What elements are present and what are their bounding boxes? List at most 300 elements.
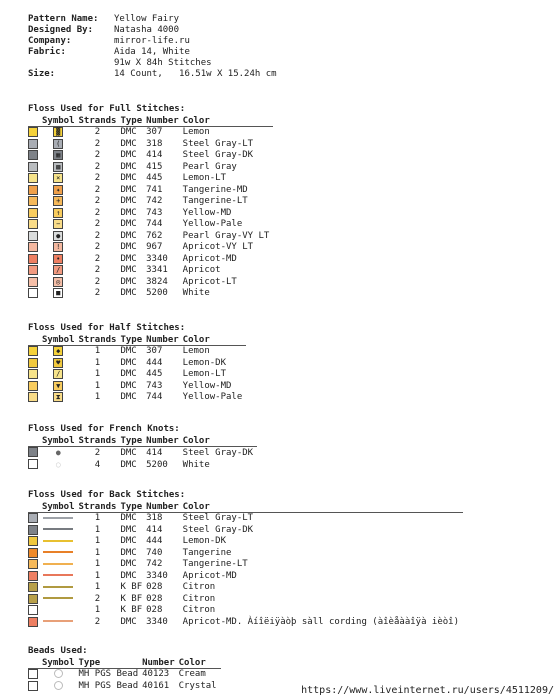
- type-cell: DMC: [120, 253, 137, 264]
- swatch-cell: [28, 185, 42, 197]
- backstitch-line: [43, 574, 73, 576]
- beads-title: Beads Used:: [28, 646, 88, 656]
- type-cell: DMC: [120, 369, 137, 380]
- stitch-symbol: /: [53, 265, 63, 275]
- full-stitches-section: [28, 104, 273, 300]
- col-strands: Strands: [79, 335, 121, 346]
- strands-cell: 2: [94, 161, 101, 172]
- col-number: Number: [146, 436, 183, 447]
- symbol-cell: [42, 617, 79, 629]
- pattern-name: Yellow Fairy: [114, 14, 180, 24]
- color-swatch: [28, 669, 38, 679]
- beads-section: [28, 646, 221, 692]
- table-row: [28, 219, 273, 231]
- table-row: [28, 548, 463, 560]
- color-swatch: [28, 277, 38, 287]
- stitch-symbol: (: [53, 139, 63, 149]
- strands-cell: 1: [94, 513, 101, 524]
- table-row: [28, 254, 273, 266]
- color-name-cell: Steel Gray-DK: [182, 447, 254, 458]
- color-swatch: [28, 536, 38, 546]
- strands-cell: 1: [94, 346, 101, 357]
- color-swatch: [28, 265, 38, 275]
- stitch-symbol: ♥: [53, 358, 63, 368]
- color-name-cell: Cream: [178, 669, 206, 680]
- symbol-cell: [42, 196, 79, 208]
- color-swatch: [28, 548, 38, 558]
- watermark-url: https://www.liveinternet.ru/users/4511209/: [301, 685, 554, 696]
- symbol-cell: [42, 582, 79, 594]
- type-cell: DMC: [120, 265, 137, 276]
- back-stitches-section: [28, 490, 463, 628]
- table-row: [28, 208, 273, 220]
- swatch-cell: [28, 219, 42, 231]
- table-row: [28, 513, 463, 525]
- type-cell: K BF: [120, 593, 143, 604]
- col-type: Type: [120, 502, 146, 513]
- pattern-name-label: Pattern Name:: [28, 14, 99, 24]
- color-swatch: [28, 369, 38, 379]
- type-cell: DMC: [120, 230, 137, 241]
- color-name-cell: Steel Gray-DK: [182, 150, 254, 161]
- table-row: [28, 127, 273, 139]
- stitch-symbol: ◎: [53, 277, 63, 287]
- fabric-label: Fabric:: [28, 47, 66, 57]
- col-symbol: Symbol: [42, 116, 79, 127]
- stitch-symbol: ▩: [53, 162, 63, 172]
- color-name-cell: Pearl Gray: [182, 161, 237, 172]
- symbol-cell: [42, 392, 79, 404]
- stitch-symbol: ⧗: [53, 392, 63, 402]
- type-cell: MH PGS Bead: [78, 669, 139, 680]
- type-cell: DMC: [120, 346, 137, 357]
- type-cell: K BF: [120, 582, 143, 593]
- type-cell: DMC: [120, 207, 137, 218]
- number-cell: 740: [146, 547, 163, 558]
- symbol-cell: [42, 548, 79, 560]
- symbol-cell: [42, 254, 79, 266]
- strands-cell: 1: [94, 582, 101, 593]
- backstitch-line: [43, 517, 73, 519]
- strands-cell: 1: [94, 570, 101, 581]
- bead-symbol: [54, 681, 63, 690]
- color-swatch: [28, 219, 38, 229]
- color-name-cell: Tangerine-LT: [182, 559, 248, 570]
- color-name-cell: Apricot-MD. Àíîëiÿàòþ sàll cording (àîèåààîÿà ièòî): [182, 616, 459, 627]
- table-row: [28, 447, 257, 460]
- color-swatch: [28, 208, 38, 218]
- strands-cell: 2: [94, 138, 101, 149]
- number-cell: 967: [146, 242, 163, 253]
- color-name-cell: Crystal: [178, 680, 217, 691]
- col-number: Number: [142, 658, 179, 669]
- swatch-cell: [28, 150, 42, 162]
- col-color: Color: [183, 335, 247, 346]
- type-cell: DMC: [120, 288, 137, 299]
- stitch-symbol: ▓: [53, 127, 63, 137]
- col-number: Number: [146, 335, 183, 346]
- strands-cell: 2: [94, 593, 101, 604]
- type-cell: DMC: [120, 161, 137, 172]
- color-swatch: [28, 513, 38, 523]
- col-color: Color: [183, 502, 463, 513]
- color-name-cell: White: [182, 288, 210, 299]
- type-cell: DMC: [120, 357, 137, 368]
- company-label: Company:: [28, 36, 72, 46]
- symbol-cell: [42, 277, 79, 289]
- swatch-cell: [28, 265, 42, 277]
- symbol-cell: [42, 185, 79, 197]
- swatch-cell: [28, 254, 42, 266]
- col-type: Type: [79, 658, 143, 669]
- number-cell: 741: [146, 184, 163, 195]
- color-name-cell: Lemon-LT: [182, 369, 227, 380]
- color-swatch: [28, 594, 38, 604]
- strands-cell: 2: [94, 447, 101, 458]
- color-swatch: [28, 681, 38, 691]
- symbol-cell: [42, 513, 79, 525]
- type-cell: DMC: [120, 524, 137, 535]
- symbol-cell: [42, 536, 79, 548]
- type-cell: DMC: [120, 184, 137, 195]
- swatch-cell: [28, 582, 42, 594]
- number-cell: 415: [146, 161, 163, 172]
- color-name-cell: Apricot-VY LT: [182, 242, 254, 253]
- strands-cell: 1: [94, 605, 101, 616]
- col-type: Type: [120, 436, 146, 447]
- color-name-cell: Lemon-DK: [182, 536, 227, 547]
- number-cell: 318: [146, 138, 163, 149]
- number-cell: 445: [146, 369, 163, 380]
- table-row: [28, 277, 273, 289]
- col-symbol: Symbol: [42, 335, 79, 346]
- col-type: Type: [120, 116, 146, 127]
- stitch-symbol: ∕: [53, 369, 63, 379]
- swatch-cell: [28, 369, 42, 381]
- strands-cell: 4: [94, 459, 101, 470]
- strands-cell: 2: [94, 207, 101, 218]
- color-name-cell: Lemon-LT: [182, 173, 227, 184]
- type-cell: DMC: [120, 570, 137, 581]
- color-name-cell: White: [182, 459, 210, 470]
- table-row: [28, 162, 273, 174]
- color-swatch: [28, 617, 38, 627]
- type-cell: DMC: [120, 196, 137, 207]
- type-cell: DMC: [120, 459, 137, 470]
- symbol-cell: [42, 358, 79, 370]
- strands-cell: 2: [94, 265, 101, 276]
- number-cell: 028: [146, 593, 163, 604]
- swatch-cell: [28, 669, 42, 681]
- strands-cell: 2: [94, 616, 101, 627]
- fabric-line2: 91w X 84h Stitches: [114, 58, 212, 68]
- number-cell: 028: [146, 605, 163, 616]
- swatch-cell: [28, 571, 42, 583]
- color-swatch: [28, 358, 38, 368]
- strands-cell: 1: [94, 559, 101, 570]
- symbol-cell: [42, 346, 79, 358]
- color-name-cell: Apricot-MD: [182, 253, 237, 264]
- swatch-cell: [28, 127, 42, 139]
- symbol-cell: [42, 288, 79, 300]
- number-cell: 3340: [146, 616, 168, 627]
- table-row: [28, 150, 273, 162]
- table-row: [28, 459, 257, 471]
- table-row: [28, 571, 463, 583]
- number-cell: 307: [146, 127, 163, 138]
- color-name-cell: Apricot-MD: [182, 570, 237, 581]
- table-row: [28, 559, 463, 571]
- col-color: Color: [179, 658, 221, 669]
- half-stitches-table: [28, 335, 246, 404]
- symbol-cell: [42, 571, 79, 583]
- back-stitches-title: Floss Used for Back Stitches:: [28, 490, 186, 500]
- symbol-cell: [42, 381, 79, 393]
- symbol-cell: [42, 265, 79, 277]
- color-swatch: [28, 392, 38, 402]
- color-name-cell: Lemon: [182, 346, 210, 357]
- full-stitches-table: [28, 116, 273, 300]
- swatch-cell: [28, 139, 42, 151]
- type-cell: DMC: [120, 513, 137, 524]
- table-row: [28, 536, 463, 548]
- strands-cell: 2: [94, 173, 101, 184]
- strands-cell: 2: [94, 253, 101, 264]
- color-swatch: [28, 162, 38, 172]
- stitch-symbol: ◆: [53, 346, 63, 356]
- swatch-cell: [28, 559, 42, 571]
- col-strands: Strands: [79, 502, 121, 513]
- symbol-cell: [42, 605, 79, 617]
- table-row: [28, 196, 273, 208]
- half-stitches-section: [28, 323, 246, 404]
- number-cell: 3341: [146, 265, 168, 276]
- color-swatch: [28, 525, 38, 535]
- designed-by: Natasha 4000: [114, 25, 180, 35]
- col-strands: Strands: [79, 116, 121, 127]
- strands-cell: 1: [94, 536, 101, 547]
- french-knots-section: [28, 424, 257, 471]
- full-stitches-title: Floss Used for Full Stitches:: [28, 104, 186, 114]
- symbol-cell: [42, 173, 79, 185]
- symbol-cell: [42, 525, 79, 537]
- fabric-line1: Aida 14, White: [114, 47, 190, 57]
- symbol-cell: [42, 681, 79, 693]
- table-row: [28, 392, 246, 404]
- type-cell: DMC: [120, 127, 137, 138]
- table-row: [28, 369, 246, 381]
- number-cell: 742: [146, 559, 163, 570]
- type-cell: DMC: [120, 242, 137, 253]
- swatch-cell: [28, 594, 42, 606]
- swatch-cell: [28, 681, 42, 693]
- number-cell: 743: [146, 380, 163, 391]
- swatch-cell: [28, 548, 42, 560]
- table-row: [28, 185, 273, 197]
- stitch-symbol: ●: [53, 231, 63, 241]
- symbol-cell: [42, 208, 79, 220]
- backstitch-line: [43, 551, 73, 553]
- number-cell: 742: [146, 196, 163, 207]
- swatch-cell: [28, 536, 42, 548]
- pattern-header: [28, 14, 277, 80]
- color-swatch: [28, 150, 38, 160]
- knot-symbol: ○: [55, 460, 61, 469]
- type-cell: DMC: [120, 392, 137, 403]
- number-cell: 028: [146, 582, 163, 593]
- type-cell: DMC: [120, 173, 137, 184]
- type-cell: DMC: [120, 138, 137, 149]
- number-cell: 414: [146, 447, 163, 458]
- type-cell: DMC: [120, 559, 137, 570]
- color-name-cell: Steel Gray-LT: [182, 513, 254, 524]
- strands-cell: 2: [94, 127, 101, 138]
- strands-cell: 2: [94, 184, 101, 195]
- symbol-cell: [42, 242, 79, 254]
- col-type: Type: [120, 335, 146, 346]
- number-cell: 3340: [146, 253, 168, 264]
- color-swatch: [28, 231, 38, 241]
- symbol-cell: [42, 559, 79, 571]
- number-cell: 318: [146, 513, 163, 524]
- strands-cell: 2: [94, 150, 101, 161]
- table-row: [28, 669, 221, 681]
- designed-by-label: Designed By:: [28, 25, 94, 35]
- table-row: [28, 358, 246, 370]
- french-knots-title: Floss Used for French Knots:: [28, 424, 180, 434]
- symbol-cell: [42, 231, 79, 243]
- type-cell: DMC: [120, 536, 137, 547]
- stitch-symbol: ■: [53, 288, 63, 298]
- french-knots-table: [28, 436, 257, 471]
- color-swatch: [28, 185, 38, 195]
- swatch-cell: [28, 231, 42, 243]
- number-cell: 445: [146, 173, 163, 184]
- color-swatch: [28, 346, 38, 356]
- strands-cell: 2: [94, 276, 101, 287]
- swatch-cell: [28, 162, 42, 174]
- color-swatch: [28, 582, 38, 592]
- strands-cell: 1: [94, 547, 101, 558]
- number-cell: 40161: [142, 680, 170, 691]
- col-number: Number: [146, 116, 183, 127]
- table-row: [28, 681, 221, 693]
- color-swatch: [28, 571, 38, 581]
- swatch-cell: [28, 196, 42, 208]
- color-swatch: [28, 242, 38, 252]
- swatch-cell: [28, 447, 42, 460]
- color-name-cell: Lemon-DK: [182, 357, 227, 368]
- color-name-cell: Apricot-LT: [182, 276, 237, 287]
- color-name-cell: Tangerine: [182, 547, 232, 558]
- color-swatch: [28, 459, 38, 469]
- strands-cell: 1: [94, 524, 101, 535]
- symbol-cell: [42, 669, 79, 681]
- color-name-cell: Citron: [182, 582, 216, 593]
- knot-symbol: ●: [55, 448, 61, 457]
- backstitch-line: [43, 528, 73, 530]
- type-cell: DMC: [120, 380, 137, 391]
- swatch-cell: [28, 459, 42, 471]
- table-row: [28, 265, 273, 277]
- type-cell: DMC: [120, 219, 137, 230]
- color-name-cell: Lemon: [182, 127, 210, 138]
- swatch-cell: [28, 208, 42, 220]
- number-cell: 762: [146, 230, 163, 241]
- stitch-symbol: ▦: [53, 150, 63, 160]
- table-row: [28, 139, 273, 151]
- company: mirror-life.ru: [114, 36, 190, 46]
- strands-cell: 2: [94, 288, 101, 299]
- table-row: [28, 582, 463, 594]
- col-strands: Strands: [79, 436, 121, 447]
- backstitch-line: [43, 609, 73, 611]
- strands-cell: 2: [94, 230, 101, 241]
- backstitch-line: [43, 563, 73, 565]
- symbol-cell: [42, 162, 79, 174]
- swatch-cell: [28, 392, 42, 404]
- swatch-cell: [28, 173, 42, 185]
- stitch-symbol: !: [53, 242, 63, 252]
- strands-cell: 1: [94, 380, 101, 391]
- back-stitches-table: [28, 502, 463, 628]
- swatch-cell: [28, 288, 42, 300]
- stitch-symbol: +: [53, 196, 63, 206]
- col-color: Color: [183, 116, 274, 127]
- color-swatch: [28, 447, 38, 457]
- color-name-cell: Yellow-MD: [182, 380, 232, 391]
- color-name-cell: Citron: [182, 593, 216, 604]
- color-name-cell: Steel Gray-DK: [182, 524, 254, 535]
- table-row: [28, 381, 246, 393]
- number-cell: 744: [146, 392, 163, 403]
- number-cell: 744: [146, 219, 163, 230]
- color-name-cell: Tangerine-MD: [182, 184, 248, 195]
- strands-cell: 2: [94, 219, 101, 230]
- backstitch-line: [43, 597, 73, 599]
- size-label: Size:: [28, 69, 56, 79]
- type-cell: DMC: [120, 150, 137, 161]
- color-swatch: [28, 559, 38, 569]
- type-cell: DMC: [120, 276, 137, 287]
- swatch-cell: [28, 605, 42, 617]
- backstitch-line: [43, 586, 73, 588]
- symbol-cell: [42, 594, 79, 606]
- symbol-cell: [42, 150, 79, 162]
- swatch-cell: [28, 617, 42, 629]
- stitch-symbol: •: [53, 254, 63, 264]
- swatch-cell: [28, 358, 42, 370]
- symbol-cell: [42, 139, 79, 151]
- table-row: [28, 594, 463, 606]
- number-cell: 3824: [146, 276, 168, 287]
- col-symbol: Symbol: [42, 658, 79, 669]
- table-row: [28, 288, 273, 300]
- color-swatch: [28, 196, 38, 206]
- color-name-cell: Citron: [182, 605, 216, 616]
- color-name-cell: Apricot: [182, 265, 221, 276]
- symbol-cell: [42, 369, 79, 381]
- color-name-cell: Yellow-Pale: [182, 392, 243, 403]
- number-cell: 5200: [146, 459, 168, 470]
- stitch-symbol: ⨯: [53, 173, 63, 183]
- strands-cell: 1: [94, 357, 101, 368]
- swatch-cell: [28, 242, 42, 254]
- color-swatch: [28, 254, 38, 264]
- table-row: [28, 231, 273, 243]
- type-cell: DMC: [120, 616, 137, 627]
- table-row: [28, 617, 463, 629]
